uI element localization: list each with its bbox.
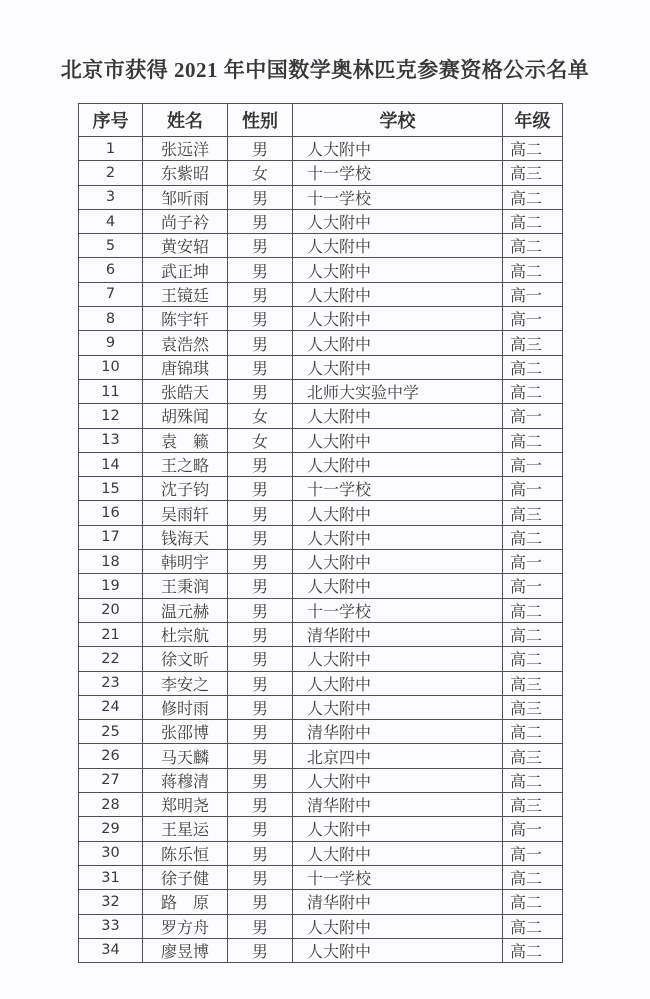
cell-name: 徐子健 bbox=[143, 865, 228, 889]
cell-school: 人大附中 bbox=[293, 428, 503, 452]
cell-grade: 高二 bbox=[503, 647, 563, 671]
cell-name: 张邵博 bbox=[143, 720, 228, 744]
cell-grade: 高二 bbox=[503, 428, 563, 452]
cell-grade: 高一 bbox=[503, 282, 563, 306]
cell-gender: 男 bbox=[228, 817, 293, 841]
cell-index: 30 bbox=[79, 841, 143, 865]
table-row bbox=[79, 404, 563, 428]
cell-index: 33 bbox=[79, 914, 143, 938]
cell-grade: 高一 bbox=[503, 477, 563, 501]
cell-school: 清华附中 bbox=[293, 622, 503, 646]
cell-gender: 男 bbox=[228, 185, 293, 209]
table-row bbox=[79, 841, 563, 865]
cell-name: 郑明尧 bbox=[143, 793, 228, 817]
cell-index: 13 bbox=[79, 428, 143, 452]
cell-school: 人大附中 bbox=[293, 307, 503, 331]
cell-school: 十一学校 bbox=[293, 161, 503, 185]
cell-school: 人大附中 bbox=[293, 234, 503, 258]
cell-gender: 男 bbox=[228, 890, 293, 914]
table-row bbox=[79, 452, 563, 476]
cell-index: 20 bbox=[79, 598, 143, 622]
cell-grade: 高一 bbox=[503, 307, 563, 331]
cell-index: 3 bbox=[79, 185, 143, 209]
cell-gender: 男 bbox=[228, 331, 293, 355]
cell-name: 袁浩然 bbox=[143, 331, 228, 355]
cell-gender: 男 bbox=[228, 622, 293, 646]
cell-index: 24 bbox=[79, 695, 143, 719]
cell-school: 人大附中 bbox=[293, 452, 503, 476]
cell-name: 沈子钧 bbox=[143, 477, 228, 501]
cell-gender: 男 bbox=[228, 768, 293, 792]
cell-index: 27 bbox=[79, 768, 143, 792]
cell-index: 22 bbox=[79, 647, 143, 671]
cell-index: 23 bbox=[79, 671, 143, 695]
cell-name: 东紫昭 bbox=[143, 161, 228, 185]
cell-index: 26 bbox=[79, 744, 143, 768]
cell-gender: 男 bbox=[228, 258, 293, 282]
cell-name: 马天麟 bbox=[143, 744, 228, 768]
table-row bbox=[79, 501, 563, 525]
table-row bbox=[79, 598, 563, 622]
cell-gender: 男 bbox=[228, 550, 293, 574]
cell-name: 陈乐恒 bbox=[143, 841, 228, 865]
cell-name: 尚子衿 bbox=[143, 209, 228, 233]
table-body bbox=[79, 137, 563, 963]
page-title: 北京市获得 2021 年中国数学奥林匹克参赛资格公示名单 bbox=[60, 58, 590, 82]
table-row bbox=[79, 161, 563, 185]
table-row bbox=[79, 137, 563, 161]
table-row bbox=[79, 768, 563, 792]
cell-grade: 高三 bbox=[503, 671, 563, 695]
cell-grade: 高二 bbox=[503, 865, 563, 889]
cell-name: 李安之 bbox=[143, 671, 228, 695]
cell-school: 清华附中 bbox=[293, 720, 503, 744]
qualifiers-table bbox=[78, 103, 563, 963]
cell-index: 10 bbox=[79, 355, 143, 379]
cell-school: 人大附中 bbox=[293, 501, 503, 525]
table-row bbox=[79, 234, 563, 258]
table-row bbox=[79, 550, 563, 574]
cell-name: 韩明宇 bbox=[143, 550, 228, 574]
cell-grade: 高一 bbox=[503, 817, 563, 841]
cell-name: 钱海天 bbox=[143, 525, 228, 549]
cell-gender: 男 bbox=[228, 234, 293, 258]
cell-index: 19 bbox=[79, 574, 143, 598]
cell-grade: 高二 bbox=[503, 525, 563, 549]
cell-name: 王镜廷 bbox=[143, 282, 228, 306]
cell-gender: 男 bbox=[228, 695, 293, 719]
cell-grade: 高二 bbox=[503, 890, 563, 914]
cell-gender: 女 bbox=[228, 404, 293, 428]
column-header-name: 姓名 bbox=[143, 104, 228, 137]
table-row bbox=[79, 209, 563, 233]
cell-name: 黄安轺 bbox=[143, 234, 228, 258]
cell-grade: 高二 bbox=[503, 622, 563, 646]
cell-index: 9 bbox=[79, 331, 143, 355]
cell-index: 25 bbox=[79, 720, 143, 744]
cell-name: 吴雨轩 bbox=[143, 501, 228, 525]
cell-name: 温元赫 bbox=[143, 598, 228, 622]
cell-index: 2 bbox=[79, 161, 143, 185]
cell-index: 8 bbox=[79, 307, 143, 331]
table-row bbox=[79, 865, 563, 889]
table-row bbox=[79, 258, 563, 282]
cell-index: 6 bbox=[79, 258, 143, 282]
cell-index: 5 bbox=[79, 234, 143, 258]
table-row bbox=[79, 744, 563, 768]
table-row bbox=[79, 622, 563, 646]
table-row bbox=[79, 914, 563, 938]
cell-gender: 男 bbox=[228, 137, 293, 161]
cell-index: 11 bbox=[79, 379, 143, 403]
cell-school: 十一学校 bbox=[293, 865, 503, 889]
cell-name: 杜宗航 bbox=[143, 622, 228, 646]
cell-school: 人大附中 bbox=[293, 574, 503, 598]
table-row bbox=[79, 379, 563, 403]
cell-school: 人大附中 bbox=[293, 817, 503, 841]
cell-index: 16 bbox=[79, 501, 143, 525]
cell-grade: 高二 bbox=[503, 234, 563, 258]
cell-gender: 男 bbox=[228, 574, 293, 598]
cell-gender: 女 bbox=[228, 161, 293, 185]
cell-name: 张远洋 bbox=[143, 137, 228, 161]
cell-grade: 高三 bbox=[503, 501, 563, 525]
cell-school: 北师大实验中学 bbox=[293, 379, 503, 403]
cell-name: 修时雨 bbox=[143, 695, 228, 719]
cell-index: 12 bbox=[79, 404, 143, 428]
cell-index: 7 bbox=[79, 282, 143, 306]
cell-school: 人大附中 bbox=[293, 404, 503, 428]
cell-grade: 高二 bbox=[503, 379, 563, 403]
cell-gender: 男 bbox=[228, 282, 293, 306]
table-row bbox=[79, 647, 563, 671]
cell-name: 邹听雨 bbox=[143, 185, 228, 209]
cell-school: 十一学校 bbox=[293, 598, 503, 622]
cell-gender: 男 bbox=[228, 525, 293, 549]
cell-school: 人大附中 bbox=[293, 647, 503, 671]
table-row bbox=[79, 720, 563, 744]
table-row bbox=[79, 282, 563, 306]
cell-school: 人大附中 bbox=[293, 768, 503, 792]
cell-grade: 高三 bbox=[503, 161, 563, 185]
cell-school: 人大附中 bbox=[293, 355, 503, 379]
table-row bbox=[79, 428, 563, 452]
cell-school: 十一学校 bbox=[293, 185, 503, 209]
cell-name: 张皓天 bbox=[143, 379, 228, 403]
table-row bbox=[79, 793, 563, 817]
cell-school: 人大附中 bbox=[293, 525, 503, 549]
cell-name: 王星运 bbox=[143, 817, 228, 841]
cell-school: 人大附中 bbox=[293, 914, 503, 938]
cell-grade: 高二 bbox=[503, 258, 563, 282]
column-header-grade: 年级 bbox=[503, 104, 563, 137]
table-row bbox=[79, 477, 563, 501]
cell-index: 4 bbox=[79, 209, 143, 233]
cell-grade: 高二 bbox=[503, 355, 563, 379]
cell-name: 路 原 bbox=[143, 890, 228, 914]
cell-gender: 男 bbox=[228, 379, 293, 403]
cell-index: 17 bbox=[79, 525, 143, 549]
cell-name: 武正坤 bbox=[143, 258, 228, 282]
cell-school: 人大附中 bbox=[293, 209, 503, 233]
cell-name: 胡殊闻 bbox=[143, 404, 228, 428]
table-row bbox=[79, 938, 563, 962]
cell-name: 唐锦琪 bbox=[143, 355, 228, 379]
cell-school: 清华附中 bbox=[293, 890, 503, 914]
cell-index: 18 bbox=[79, 550, 143, 574]
table-row bbox=[79, 817, 563, 841]
table-row bbox=[79, 574, 563, 598]
cell-grade: 高一 bbox=[503, 550, 563, 574]
cell-name: 袁 籁 bbox=[143, 428, 228, 452]
cell-school: 人大附中 bbox=[293, 695, 503, 719]
cell-grade: 高二 bbox=[503, 185, 563, 209]
cell-gender: 男 bbox=[228, 841, 293, 865]
cell-gender: 男 bbox=[228, 647, 293, 671]
header-row bbox=[79, 104, 563, 137]
cell-gender: 男 bbox=[228, 355, 293, 379]
cell-grade: 高三 bbox=[503, 744, 563, 768]
cell-name: 罗方舟 bbox=[143, 914, 228, 938]
table-row bbox=[79, 331, 563, 355]
cell-index: 32 bbox=[79, 890, 143, 914]
cell-gender: 女 bbox=[228, 428, 293, 452]
column-header-gender: 性别 bbox=[228, 104, 293, 137]
cell-school: 人大附中 bbox=[293, 671, 503, 695]
cell-index: 31 bbox=[79, 865, 143, 889]
cell-school: 人大附中 bbox=[293, 938, 503, 962]
cell-gender: 男 bbox=[228, 865, 293, 889]
column-header-school: 学校 bbox=[293, 104, 503, 137]
cell-gender: 男 bbox=[228, 452, 293, 476]
cell-school: 人大附中 bbox=[293, 258, 503, 282]
cell-grade: 高二 bbox=[503, 720, 563, 744]
cell-gender: 男 bbox=[228, 671, 293, 695]
cell-grade: 高一 bbox=[503, 452, 563, 476]
cell-gender: 男 bbox=[228, 793, 293, 817]
cell-school: 十一学校 bbox=[293, 477, 503, 501]
cell-index: 28 bbox=[79, 793, 143, 817]
cell-school: 人大附中 bbox=[293, 137, 503, 161]
cell-index: 29 bbox=[79, 817, 143, 841]
cell-grade: 高三 bbox=[503, 793, 563, 817]
table-row bbox=[79, 890, 563, 914]
cell-name: 王秉润 bbox=[143, 574, 228, 598]
cell-school: 人大附中 bbox=[293, 331, 503, 355]
cell-name: 蒋穆清 bbox=[143, 768, 228, 792]
cell-grade: 高三 bbox=[503, 331, 563, 355]
table-row bbox=[79, 185, 563, 209]
cell-index: 34 bbox=[79, 938, 143, 962]
cell-grade: 高二 bbox=[503, 938, 563, 962]
cell-name: 陈宇轩 bbox=[143, 307, 228, 331]
cell-grade: 高二 bbox=[503, 137, 563, 161]
cell-gender: 男 bbox=[228, 744, 293, 768]
cell-school: 人大附中 bbox=[293, 282, 503, 306]
cell-gender: 男 bbox=[228, 938, 293, 962]
cell-index: 14 bbox=[79, 452, 143, 476]
table-row bbox=[79, 307, 563, 331]
cell-grade: 高一 bbox=[503, 404, 563, 428]
cell-index: 15 bbox=[79, 477, 143, 501]
cell-gender: 男 bbox=[228, 720, 293, 744]
cell-gender: 男 bbox=[228, 914, 293, 938]
cell-grade: 高二 bbox=[503, 598, 563, 622]
cell-gender: 男 bbox=[228, 477, 293, 501]
cell-name: 廖昱博 bbox=[143, 938, 228, 962]
cell-grade: 高二 bbox=[503, 209, 563, 233]
cell-gender: 男 bbox=[228, 501, 293, 525]
table-row bbox=[79, 525, 563, 549]
cell-grade: 高一 bbox=[503, 841, 563, 865]
cell-school: 北京四中 bbox=[293, 744, 503, 768]
cell-school: 清华附中 bbox=[293, 793, 503, 817]
cell-school: 人大附中 bbox=[293, 841, 503, 865]
cell-school: 人大附中 bbox=[293, 550, 503, 574]
table-row bbox=[79, 355, 563, 379]
cell-name: 王之略 bbox=[143, 452, 228, 476]
cell-gender: 男 bbox=[228, 307, 293, 331]
table-row bbox=[79, 671, 563, 695]
column-header-index: 序号 bbox=[79, 104, 143, 137]
cell-gender: 男 bbox=[228, 598, 293, 622]
cell-index: 21 bbox=[79, 622, 143, 646]
cell-grade: 高二 bbox=[503, 914, 563, 938]
cell-grade: 高二 bbox=[503, 768, 563, 792]
cell-gender: 男 bbox=[228, 209, 293, 233]
cell-grade: 高一 bbox=[503, 574, 563, 598]
cell-index: 1 bbox=[79, 137, 143, 161]
cell-grade: 高三 bbox=[503, 695, 563, 719]
table-row bbox=[79, 695, 563, 719]
cell-name: 徐文昕 bbox=[143, 647, 228, 671]
